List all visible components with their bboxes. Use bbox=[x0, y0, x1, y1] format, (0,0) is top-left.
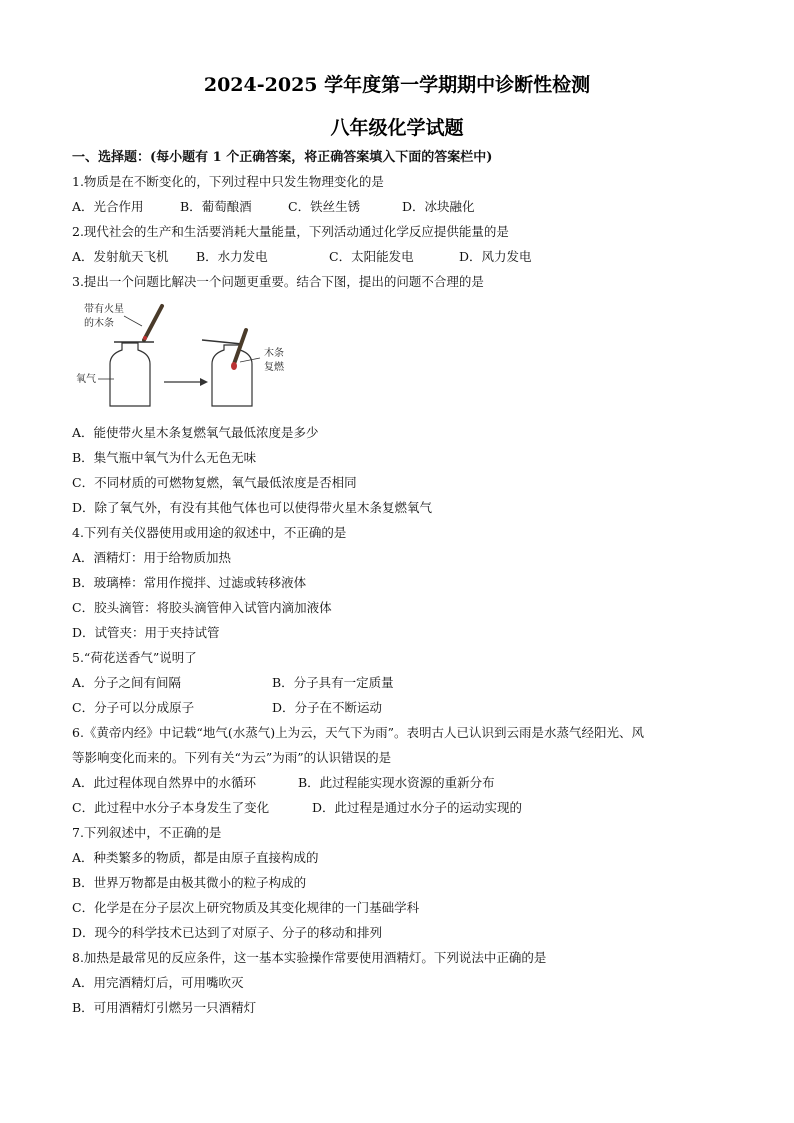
question-2-option-d: D．风力发电 bbox=[459, 249, 532, 264]
question-7-option-a: A．种类繁多的物质，都是由原子直接构成的 bbox=[72, 850, 319, 865]
splint-right-flame bbox=[231, 362, 237, 370]
question-1-option-d: D．冰块融化 bbox=[402, 199, 475, 214]
question-3-stem: 3.提出一个问题比解决一个问题更重要。结合下图，提出的问题不合理的是 bbox=[72, 274, 484, 289]
question-1-stem: 1.物质是在不断变化的，下列过程中只发生物理变化的是 bbox=[72, 174, 384, 189]
question-5-option-b: B．分子具有一定质量 bbox=[272, 675, 394, 690]
question-3-option-c: C．不同材质的可燃物复燃，氧气最低浓度是否相同 bbox=[72, 475, 357, 490]
question-2-option-a: A．发射航天飞机 bbox=[72, 249, 169, 264]
question-5-option-d: D．分子在不断运动 bbox=[272, 700, 383, 715]
question-4-option-d: D．试管夹：用于夹持试管 bbox=[72, 625, 220, 640]
question-7-option-d: D．现今的科学技术已达到了对原子、分子的移动和排列 bbox=[72, 925, 383, 940]
question-5-option-a: A．分子之间有间隔 bbox=[72, 675, 182, 690]
exam-subtitle: 八年级化学试题 bbox=[330, 117, 464, 139]
figure-label-oxygen: 氧气 bbox=[76, 374, 96, 385]
exam-title: 2024-2025 学年度第一学期期中诊断性检测 bbox=[203, 74, 591, 96]
question-3-option-a: A．能使带火星木条复燃氧气最低浓度是多少 bbox=[72, 425, 319, 440]
bottle-right bbox=[212, 345, 252, 406]
question-7-option-c: C．化学是在分子层次上研究物质及其变化规律的一门基础学科 bbox=[72, 900, 420, 915]
question-5-stem: 5.“荷花送香气”说明了 bbox=[72, 650, 197, 665]
oxygen-splint-figure bbox=[74, 302, 314, 410]
bottle-left bbox=[110, 343, 150, 406]
figure-label-splint-1: 带有火星 bbox=[84, 304, 124, 315]
question-6-option-d: D．此过程是通过水分子的运动实现的 bbox=[312, 800, 523, 815]
question-6-option-b: B．此过程能实现水资源的重新分布 bbox=[298, 775, 495, 790]
question-8-option-a: A．用完酒精灯后，可用嘴吹灭 bbox=[72, 975, 244, 990]
splint-right bbox=[234, 330, 246, 364]
figure-label-relight-2: 复燃 bbox=[264, 362, 284, 373]
question-3-option-d: D．除了氧气外，有没有其他气体也可以使得带火星木条复燃氧气 bbox=[72, 500, 433, 515]
question-6-stem-line-2: 等影响变化而来的。下列有关“为云”为雨”的认识错误的是 bbox=[72, 750, 392, 765]
splint-left bbox=[144, 306, 162, 340]
question-1-option-c: C．铁丝生锈 bbox=[288, 199, 361, 214]
question-4-option-b: B．玻璃棒：常用作搅拌、过滤或转移液体 bbox=[72, 575, 307, 590]
question-2-option-c: C．太阳能发电 bbox=[329, 249, 414, 264]
question-5-option-c: C．分子可以分成原子 bbox=[72, 700, 195, 715]
question-2-option-b: B．水力发电 bbox=[196, 249, 268, 264]
question-4-option-c: C．胶头滴管：将胶头滴管伸入试管内滴加液体 bbox=[72, 600, 332, 615]
question-6-option-c: C．此过程中水分子本身发生了变化 bbox=[72, 800, 270, 815]
question-1-option-a: A．光合作用 bbox=[72, 199, 144, 214]
question-6-option-a: A．此过程体现自然界中的水循环 bbox=[72, 775, 257, 790]
question-1-option-b: B．葡萄酿酒 bbox=[180, 199, 252, 214]
section-heading: 一、选择题：(每小题有 1 个正确答案，将正确答案填入下面的答案栏中) bbox=[72, 150, 493, 165]
question-7-stem: 7.下列叙述中，不正确的是 bbox=[72, 825, 222, 840]
splint-left-ember bbox=[143, 336, 147, 340]
question-6-stem-line-1: 6.《黄帝内经》中记载“地气(水蒸气)上为云，天气下为雨”。表明古人已认识到云雨是水蒸气经阳光、风 bbox=[72, 725, 644, 740]
figure-label-splint-2: 的木条 bbox=[84, 318, 114, 329]
question-8-stem: 8.加热是最常见的反应条件，这一基本实验操作常要使用酒精灯。下列说法中正确的是 bbox=[72, 950, 547, 965]
question-4-option-a: A．酒精灯：用于给物质加热 bbox=[72, 550, 232, 565]
figure-label-relight-1: 木条 bbox=[264, 348, 284, 359]
question-3-option-b: B．集气瓶中氧气为什么无色无味 bbox=[72, 450, 257, 465]
question-2-stem: 2.现代社会的生产和生活要消耗大量能量，下列活动通过化学反应提供能量的是 bbox=[72, 224, 509, 239]
question-8-option-b: B．可用酒精灯引燃另一只酒精灯 bbox=[72, 1000, 257, 1015]
question-4-stem: 4.下列有关仪器使用或用途的叙述中，不正确的是 bbox=[72, 525, 347, 540]
question-7-option-b: B．世界万物都是由极其微小的粒子构成的 bbox=[72, 875, 307, 890]
